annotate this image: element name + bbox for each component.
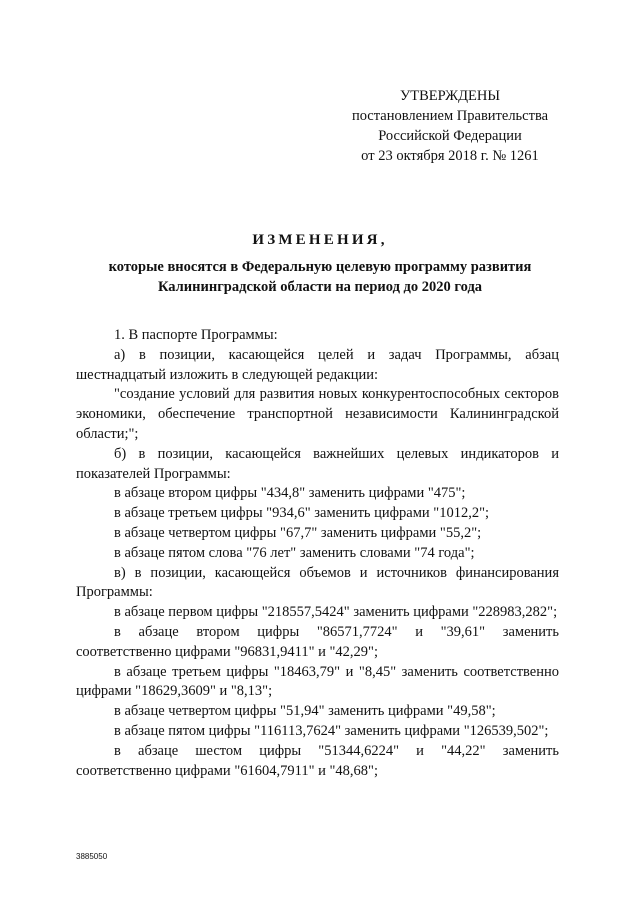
paragraph: в абзаце шестом цифры "51344,6224" и "44,22" заменить соответственно цифрами "61604,7911" и "48,68"; — [76, 742, 559, 779]
document-heading — [0, 230, 640, 297]
approval-line: постановлением Правительства — [351, 108, 549, 124]
paragraph: 1. В паспорте Программы: — [114, 327, 278, 343]
paragraph: в абзаце первом цифры "218557,5424" заменить цифрами "228983,282"; — [114, 604, 558, 621]
document-id: 3885050 — [76, 852, 108, 861]
document-subtitle: Калининградской области на период до 2020 года — [157, 279, 483, 295]
document-body — [76, 326, 559, 781]
approval-title: УТВЕРЖДЕНЫ — [399, 88, 501, 104]
paragraph: б) в позиции, касающейся важнейших целевых индикаторов и показателей Программы: — [76, 445, 559, 482]
paragraph: в) в позиции, касающейся объемов и источников финансирования Программы: — [76, 564, 559, 601]
paragraph: "создание условий для развития новых конкурентоспособных секторов экономики, обеспечение транспортной независимости Калининградской области;"; — [76, 386, 559, 442]
approval-date: от 23 октября 2018 г. № 1261 — [361, 148, 539, 164]
approval-block — [330, 86, 570, 166]
paragraph: в абзаце третьем цифры "18463,79" и "8,45" заменить соответственно цифрами "18629,3609" и "8,13"; — [76, 663, 559, 700]
paragraph: в абзаце четвертом цифры "51,94" заменить цифрами "49,58"; — [114, 703, 496, 720]
paragraph: в абзаце втором цифры "86571,7724" и "39,61" заменить соответственно цифрами "96831,9411" и "42,29"; — [76, 623, 559, 660]
paragraph: в абзаце пятом слова "76 лет" заменить словами "74 года"; — [114, 544, 475, 561]
paragraph: а) в позиции, касающейся целей и задач Программы, абзац шестнадцатый изложить в следующей редакции: — [76, 346, 559, 383]
approval-line: Российской Федерации — [378, 128, 522, 144]
paragraph: в абзаце втором цифры "434,8" заменить цифрами "475"; — [114, 485, 466, 502]
document-subtitle: которые вносятся в Федеральную целевую программу развития — [108, 259, 532, 275]
paragraph: в абзаце третьем цифры "934,6" заменить цифрами "1012,2"; — [114, 505, 490, 522]
paragraph: в абзаце пятом цифры "116113,7624" заменить цифрами "126539,502"; — [114, 722, 549, 739]
paragraph: в абзаце четвертом цифры "67,7" заменить цифрами "55,2"; — [114, 524, 482, 541]
document-title: ИЗМЕНЕНИЯ, — [252, 232, 388, 248]
